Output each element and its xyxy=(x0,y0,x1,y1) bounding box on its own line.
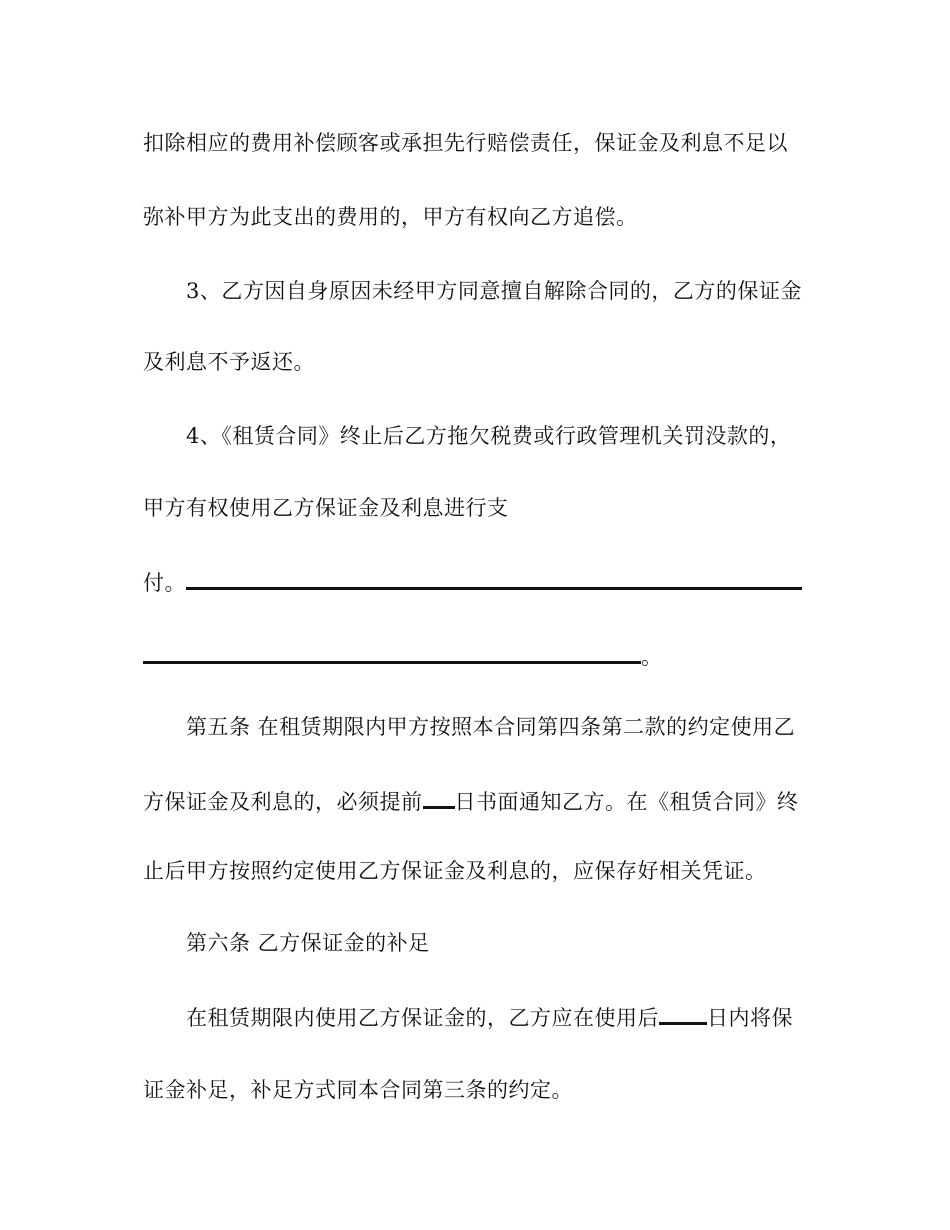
line-text: 日内将保 xyxy=(707,1006,793,1030)
paragraph-line xyxy=(143,641,663,671)
paragraph-line: 扣除相应的费用补偿顾客或承担先行赔偿责任，保证金及利息不足以 xyxy=(143,131,788,155)
line-text: 在租赁期限内使用乙方保证金的，乙方应在使用后 xyxy=(186,1006,659,1030)
article-6-heading: 第六条 乙方保证金的补足 xyxy=(186,931,430,955)
paragraph-line xyxy=(143,567,802,597)
clause-4-line: 4、《租赁合同》终止后乙方拖欠税费或行政管理机关罚没款的， xyxy=(186,424,792,448)
paragraph-line: 及利息不予返还。 xyxy=(143,350,315,374)
paragraph-line: 甲方有权使用乙方保证金及利息进行支 xyxy=(143,496,509,520)
paragraph-line: 证金补足，补足方式同本合同第三条的约定。 xyxy=(143,1078,573,1102)
fill-in-blank xyxy=(143,641,641,664)
line-text: 日书面通知乙方。在《租赁合同》终 xyxy=(454,790,799,814)
paragraph-line: 止后甲方按照约定使用乙方保证金及利息的，应保存好相关凭证。 xyxy=(143,859,767,883)
paragraph-line xyxy=(143,786,799,816)
article-5-line: 第五条 在租赁期限内甲方按照本合同第四条第二款的约定使用乙 xyxy=(186,715,796,739)
fill-in-blank xyxy=(659,1002,707,1025)
fill-in-blank xyxy=(186,567,802,590)
line-text: 方保证金及利息的，必须提前 xyxy=(143,790,423,814)
paragraph-line: 弥补甲方为此支出的费用的，甲方有权向乙方追偿。 xyxy=(143,205,638,229)
fill-in-blank xyxy=(423,786,455,809)
line-text: 。 xyxy=(641,645,663,669)
paragraph-line xyxy=(186,1002,793,1032)
line-text: 付。 xyxy=(143,571,186,595)
clause-3-line: 3、乙方因自身原因未经甲方同意擅自解除合同的，乙方的保证金 xyxy=(186,279,802,303)
